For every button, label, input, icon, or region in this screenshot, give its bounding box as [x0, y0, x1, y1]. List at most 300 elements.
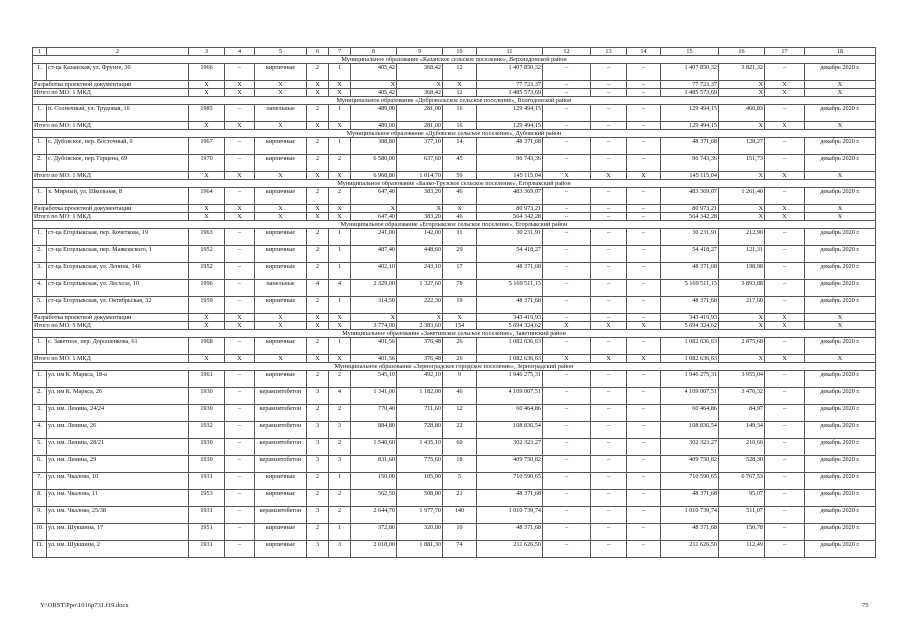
table-cell: 314,50 [351, 297, 397, 314]
table-cell: – [627, 213, 661, 221]
table-cell: – [591, 422, 627, 439]
table-cell: Х [805, 122, 876, 130]
table-cell: 2 [307, 338, 329, 355]
table-cell: – [543, 188, 591, 205]
section-heading-row [33, 363, 876, 371]
address-cell: ул. им К. Маркса, 26 [47, 388, 189, 405]
table-cell: панельные [255, 105, 307, 122]
table-cell: кирпичные [255, 155, 307, 172]
table-cell: 2 [307, 473, 329, 490]
row-label: Разработка проектной документации [33, 205, 189, 213]
table-cell: керамзитобетон [255, 439, 307, 456]
repair-schedule-table [32, 47, 876, 558]
table-cell: – [627, 388, 661, 405]
table-cell: Х [543, 172, 591, 180]
table-cell: Х [765, 172, 805, 180]
table-cell: Х [805, 172, 876, 180]
row-label: Итого по МО: 1 МКД [33, 355, 189, 363]
table-cell: – [591, 456, 627, 473]
table-cell: декабрь 2020 г. [805, 64, 876, 81]
table-row [33, 507, 876, 524]
address-cell: ул. им. Ленина, 28/21 [47, 439, 189, 456]
table-cell: 401,56 [351, 355, 397, 363]
table-cell: – [591, 541, 627, 558]
table-cell: 511,07 [719, 507, 765, 524]
file-path-footer: Y:\ORST\Ppo\1016p731.f19.docx [40, 602, 129, 609]
page-number: 75 [862, 602, 869, 609]
table-cell: 8. [33, 490, 47, 507]
table-cell: 21 [443, 490, 477, 507]
table-cell: 45 [443, 155, 477, 172]
table-cell: керамзитобетон [255, 405, 307, 422]
table-cell: 1932 [189, 422, 225, 439]
table-cell: 1 182,00 [397, 388, 443, 405]
table-cell: 1 [329, 263, 351, 280]
table-cell: 1 [329, 338, 351, 355]
table-cell: – [225, 64, 255, 81]
table-cell: 5. [33, 297, 47, 314]
table-cell: 1952 [189, 263, 225, 280]
table-cell: 48 371,68 [477, 138, 543, 155]
table-cell: 6. [33, 456, 47, 473]
table-cell: – [543, 81, 591, 89]
table-cell: – [765, 64, 805, 81]
table-cell: 243,10 [397, 263, 443, 280]
table-cell: Х [307, 213, 329, 221]
table-row [33, 338, 876, 355]
table-cell: 129 494,15 [477, 122, 543, 130]
table-cell: 711,60 [397, 405, 443, 422]
table-cell: 48 371,68 [477, 490, 543, 507]
table-cell: Х [719, 122, 765, 130]
table-cell: Х [255, 355, 307, 363]
table-cell: – [591, 439, 627, 456]
table-cell: декабрь 2020 г. [805, 524, 876, 541]
table-cell: Х [307, 89, 329, 97]
table-cell: 402,10 [351, 263, 397, 280]
table-cell: 18 [443, 456, 477, 473]
section-heading-row [33, 130, 876, 138]
table-cell: 2 [329, 490, 351, 507]
table-cell: Х [543, 355, 591, 363]
column-number: 12 [543, 48, 591, 56]
section-heading-row [33, 330, 876, 338]
table-cell: – [225, 439, 255, 456]
table-cell: 5 169 511,15 [477, 280, 543, 297]
table-cell: декабрь 2020 г. [805, 422, 876, 439]
table-cell: Х [443, 314, 477, 322]
table-cell: 1. [33, 64, 47, 81]
table-cell: – [543, 246, 591, 263]
table-cell: 19 [443, 297, 477, 314]
table-cell: 564 342,28 [661, 213, 719, 221]
table-cell: 48 371,68 [477, 524, 543, 541]
address-cell: ул. им. Чкалова, 11 [47, 490, 189, 507]
column-number-row [33, 48, 876, 56]
table-cell: – [591, 138, 627, 155]
table-cell: 528,30 [719, 456, 765, 473]
table-cell: – [543, 89, 591, 97]
table-cell: – [591, 473, 627, 490]
total-row [33, 172, 876, 180]
table-cell: 46 [443, 388, 477, 405]
table-cell: декабрь 2020 г. [805, 246, 876, 263]
section-heading: Муниципальное образование «Заветинское сельское поселение», Заветинский район [33, 330, 876, 338]
table-cell: 1967 [189, 138, 225, 155]
table-cell: 388,80 [351, 138, 397, 155]
column-number: 13 [591, 48, 627, 56]
table-cell: – [591, 280, 627, 297]
table-cell: – [627, 422, 661, 439]
table-cell: – [591, 338, 627, 355]
table-cell: Х [225, 122, 255, 130]
table-cell: Х [255, 172, 307, 180]
table-cell: 1985 [189, 105, 225, 122]
section-heading: Муниципальное образование «Казанское сельское поселение», Верхнедонской район [33, 56, 876, 64]
table-cell: – [543, 371, 591, 388]
table-cell: декабрь 2020 г. [805, 405, 876, 422]
table-cell: 1964 [189, 188, 225, 205]
table-cell: Х [225, 172, 255, 180]
column-number: 1 [33, 48, 47, 56]
table-cell: – [591, 122, 627, 130]
table-cell: – [627, 338, 661, 355]
table-row [33, 246, 876, 263]
table-cell: 637,60 [397, 155, 443, 172]
total-row [33, 89, 876, 97]
table-cell: 1 485 573,69 [477, 89, 543, 97]
table-cell: Х [719, 89, 765, 97]
table-cell: – [627, 64, 661, 81]
table-cell: 2 [307, 105, 329, 122]
table-cell: 241,00 [351, 229, 397, 246]
table-cell: 3. [33, 405, 47, 422]
table-cell: 320,80 [397, 524, 443, 541]
table-row [33, 229, 876, 246]
table-cell: – [225, 138, 255, 155]
table-cell: Х [255, 89, 307, 97]
table-cell: Х [351, 81, 397, 89]
table-cell: 460,83 [719, 105, 765, 122]
table-cell: 2. [33, 388, 47, 405]
table-cell: Х [225, 81, 255, 89]
table-cell: 145 115,04 [661, 172, 719, 180]
table-cell: 1 327,60 [397, 280, 443, 297]
table-cell: 2 329,00 [351, 280, 397, 297]
table-cell: декабрь 2020 г. [805, 138, 876, 155]
table-cell: кирпичные [255, 64, 307, 81]
table-cell: – [543, 64, 591, 81]
table-cell: – [627, 188, 661, 205]
table-cell: 2 [307, 371, 329, 388]
table-cell: – [627, 541, 661, 558]
table-cell: – [627, 155, 661, 172]
table-cell: 492,10 [397, 371, 443, 388]
table-cell: 151,73 [719, 155, 765, 172]
table-cell: 1 [329, 524, 351, 541]
table-cell: – [225, 105, 255, 122]
table-cell: Х [225, 355, 255, 363]
table-cell: Х [225, 89, 255, 97]
table-cell: Х [805, 355, 876, 363]
table-cell: 17 [443, 263, 477, 280]
table-cell: 1 010 739,74 [661, 507, 719, 524]
table-cell: 129 494,15 [477, 105, 543, 122]
table-cell: – [627, 205, 661, 213]
table-cell: – [627, 81, 661, 89]
table-cell: 1 977,70 [397, 507, 443, 524]
table-cell: 108 836,54 [477, 422, 543, 439]
table-cell: 831,60 [351, 456, 397, 473]
table-cell: Х [255, 322, 307, 330]
row-label: Итого по МО: 5 МКД [33, 322, 189, 330]
table-cell: Х [307, 314, 329, 322]
table-row [33, 155, 876, 172]
table-cell: Х [255, 205, 307, 213]
table-cell: Х [329, 122, 351, 130]
table-cell: 80 973,21 [477, 205, 543, 213]
section-heading: Муниципальное образование «Дубовское сельское поселение», Дубовский район [33, 130, 876, 138]
table-cell: 2. [33, 246, 47, 263]
table-cell: декабрь 2020 г. [805, 155, 876, 172]
table-cell: – [543, 388, 591, 405]
table-cell: 95,07 [719, 490, 765, 507]
table-cell: 59 [443, 172, 477, 180]
table-cell: – [543, 297, 591, 314]
table-cell: – [765, 229, 805, 246]
table-cell: 54 418,27 [477, 246, 543, 263]
table-cell: – [225, 229, 255, 246]
table-cell: – [765, 405, 805, 422]
table-cell: 2. [33, 155, 47, 172]
table-cell: – [765, 297, 805, 314]
table-cell: – [591, 105, 627, 122]
table-cell: – [627, 473, 661, 490]
table-cell: – [765, 456, 805, 473]
table-cell: 1. [33, 188, 47, 205]
address-cell: ст-ца Казанская, ул. Фрунзе, 30 [47, 64, 189, 81]
table-cell: – [225, 371, 255, 388]
table-cell: Х [443, 81, 477, 89]
table-cell: Х [307, 355, 329, 363]
table-row [33, 405, 876, 422]
table-cell: Х [329, 205, 351, 213]
table-cell: – [543, 263, 591, 280]
table-cell: – [543, 155, 591, 172]
table-cell: – [543, 338, 591, 355]
table-cell: 12 [443, 64, 477, 81]
table-cell: – [627, 246, 661, 263]
table-cell: 10. [33, 524, 47, 541]
table-cell: 377,10 [397, 138, 443, 155]
table-cell: Х [189, 314, 225, 322]
table-cell: 60 464,86 [477, 405, 543, 422]
address-cell: х. Мирный, ул. Школьная, 8 [47, 188, 189, 205]
table-cell: 2 [307, 138, 329, 155]
table-cell: 2 [307, 64, 329, 81]
table-cell: 150,00 [351, 473, 397, 490]
table-cell: 728,80 [397, 422, 443, 439]
table-cell: 108 836,54 [661, 422, 719, 439]
table-cell: – [765, 473, 805, 490]
table-cell: 30 231,91 [661, 229, 719, 246]
table-cell: 80 973,21 [661, 205, 719, 213]
table-cell: 150,78 [719, 524, 765, 541]
table-cell: декабрь 2020 г. [805, 263, 876, 280]
table-cell: 1 540,60 [351, 439, 397, 456]
table-cell: 376,48 [397, 338, 443, 355]
table-cell: – [591, 371, 627, 388]
table-cell: 1. [33, 338, 47, 355]
table-cell: – [225, 263, 255, 280]
table-cell: 1 [329, 473, 351, 490]
table-cell: Х [189, 322, 225, 330]
table-cell: 128,27 [719, 138, 765, 155]
column-number: 8 [351, 48, 397, 56]
table-cell: 2 018,00 [351, 541, 397, 558]
table-cell: 3 893,88 [719, 280, 765, 297]
address-cell: ул. им. Ленина, 29 [47, 456, 189, 473]
row-label: Разработка проектной документации [33, 81, 189, 89]
table-cell: – [225, 422, 255, 439]
table-cell: декабрь 2020 г. [805, 507, 876, 524]
table-cell: 710 590,65 [661, 473, 719, 490]
address-cell: с. Дубовское, пер. Герцена, 69 [47, 155, 189, 172]
table-cell: – [543, 541, 591, 558]
table-cell: Х [543, 322, 591, 330]
table-cell: 1 [329, 229, 351, 246]
table-cell: – [765, 439, 805, 456]
table-cell: 3 [329, 456, 351, 473]
table-cell: 77 723,37 [477, 81, 543, 89]
table-cell: Х [329, 89, 351, 97]
table-cell: – [627, 524, 661, 541]
table-cell: Х [627, 355, 661, 363]
table-cell: – [765, 280, 805, 297]
table-cell: 4 [329, 280, 351, 297]
address-cell: ст-ца Егорлыкская, ул. Октябрьская, 32 [47, 297, 189, 314]
table-cell: 1 881,30 [397, 541, 443, 558]
table-cell: 2 383,60 [397, 322, 443, 330]
design-docs-row [33, 81, 876, 89]
table-row [33, 188, 876, 205]
column-number: 10 [443, 48, 477, 56]
column-number: 6 [307, 48, 329, 56]
table-cell: керамзитобетон [255, 388, 307, 405]
design-docs-row [33, 205, 876, 213]
table-cell: 2 [307, 297, 329, 314]
table-cell: 775,60 [397, 456, 443, 473]
table-cell: Х [719, 355, 765, 363]
table-cell: декабрь 2020 г. [805, 280, 876, 297]
design-docs-row [33, 314, 876, 322]
address-cell: п. Солнечный, ул. Трудовая, 16 [47, 105, 189, 122]
table-cell: 562,50 [351, 490, 397, 507]
document-page [32, 47, 875, 558]
table-cell: – [627, 229, 661, 246]
table-cell: 710 590,65 [477, 473, 543, 490]
table-cell: Х [805, 213, 876, 221]
table-cell: Х [307, 205, 329, 213]
table-cell: 1930 [189, 439, 225, 456]
address-cell: ст-ца Егорлыкская, пер. Маяковского, 1 [47, 246, 189, 263]
column-number: 2 [47, 48, 189, 56]
section-heading: Муниципальное образование «Балко-Грузское сельское поселение», Егорлыкский район [33, 180, 876, 188]
table-cell: 145 115,04 [477, 172, 543, 180]
table-cell: – [591, 89, 627, 97]
table-cell: 1 407 850,32 [661, 64, 719, 81]
table-cell: – [543, 473, 591, 490]
table-row [33, 439, 876, 456]
table-cell: 1930 [189, 456, 225, 473]
section-heading-row [33, 221, 876, 229]
table-cell: 2 [329, 188, 351, 205]
table-cell: – [765, 338, 805, 355]
table-cell: 1953 [189, 490, 225, 507]
table-row [33, 263, 876, 280]
table-cell: 48 371,68 [477, 263, 543, 280]
table-cell: кирпичные [255, 371, 307, 388]
table-cell: кирпичные [255, 297, 307, 314]
table-cell: 3 [307, 388, 329, 405]
table-cell: кирпичные [255, 263, 307, 280]
table-cell: 210,66 [719, 439, 765, 456]
table-cell: 16 [443, 105, 477, 122]
table-cell: 2 [329, 371, 351, 388]
table-cell: 4. [33, 422, 47, 439]
table-cell: 884,80 [351, 422, 397, 439]
table-cell: 409 750,82 [661, 456, 719, 473]
table-cell: 121,31 [719, 246, 765, 263]
table-cell: 383,20 [397, 213, 443, 221]
table-cell: 1966 [189, 64, 225, 81]
table-cell: 1 014,70 [397, 172, 443, 180]
section-heading-row [33, 97, 876, 105]
table-cell: 1952 [189, 246, 225, 263]
table-cell: 1951 [189, 524, 225, 541]
table-cell: 2 644,70 [351, 507, 397, 524]
table-cell: Х [397, 81, 443, 89]
address-cell: ул. им. Шукшина, 17 [47, 524, 189, 541]
table-cell: Х [765, 81, 805, 89]
row-label: Разработка проектной документации [33, 314, 189, 322]
table-cell: Х [805, 89, 876, 97]
table-cell: 3 821,32 [719, 64, 765, 81]
table-cell: – [543, 422, 591, 439]
table-cell: 1963 [189, 229, 225, 246]
table-cell: 508,80 [397, 490, 443, 507]
table-cell: Х [329, 322, 351, 330]
table-cell: 217,60 [719, 297, 765, 314]
table-cell: – [225, 405, 255, 422]
table-cell: – [765, 263, 805, 280]
table-cell: – [591, 263, 627, 280]
table-cell: керамзитобетон [255, 422, 307, 439]
table-cell: 1 [329, 246, 351, 263]
table-cell: 9 [443, 371, 477, 388]
table-cell: Х [307, 322, 329, 330]
table-row [33, 541, 876, 558]
table-cell: Х [189, 213, 225, 221]
table-cell: 2 [307, 246, 329, 263]
table-row [33, 473, 876, 490]
table-cell: 564 342,28 [477, 213, 543, 221]
table-cell: 1 946 275,31 [477, 371, 543, 388]
table-cell: – [765, 541, 805, 558]
table-cell: – [591, 405, 627, 422]
table-cell: – [225, 388, 255, 405]
column-number: 9 [397, 48, 443, 56]
